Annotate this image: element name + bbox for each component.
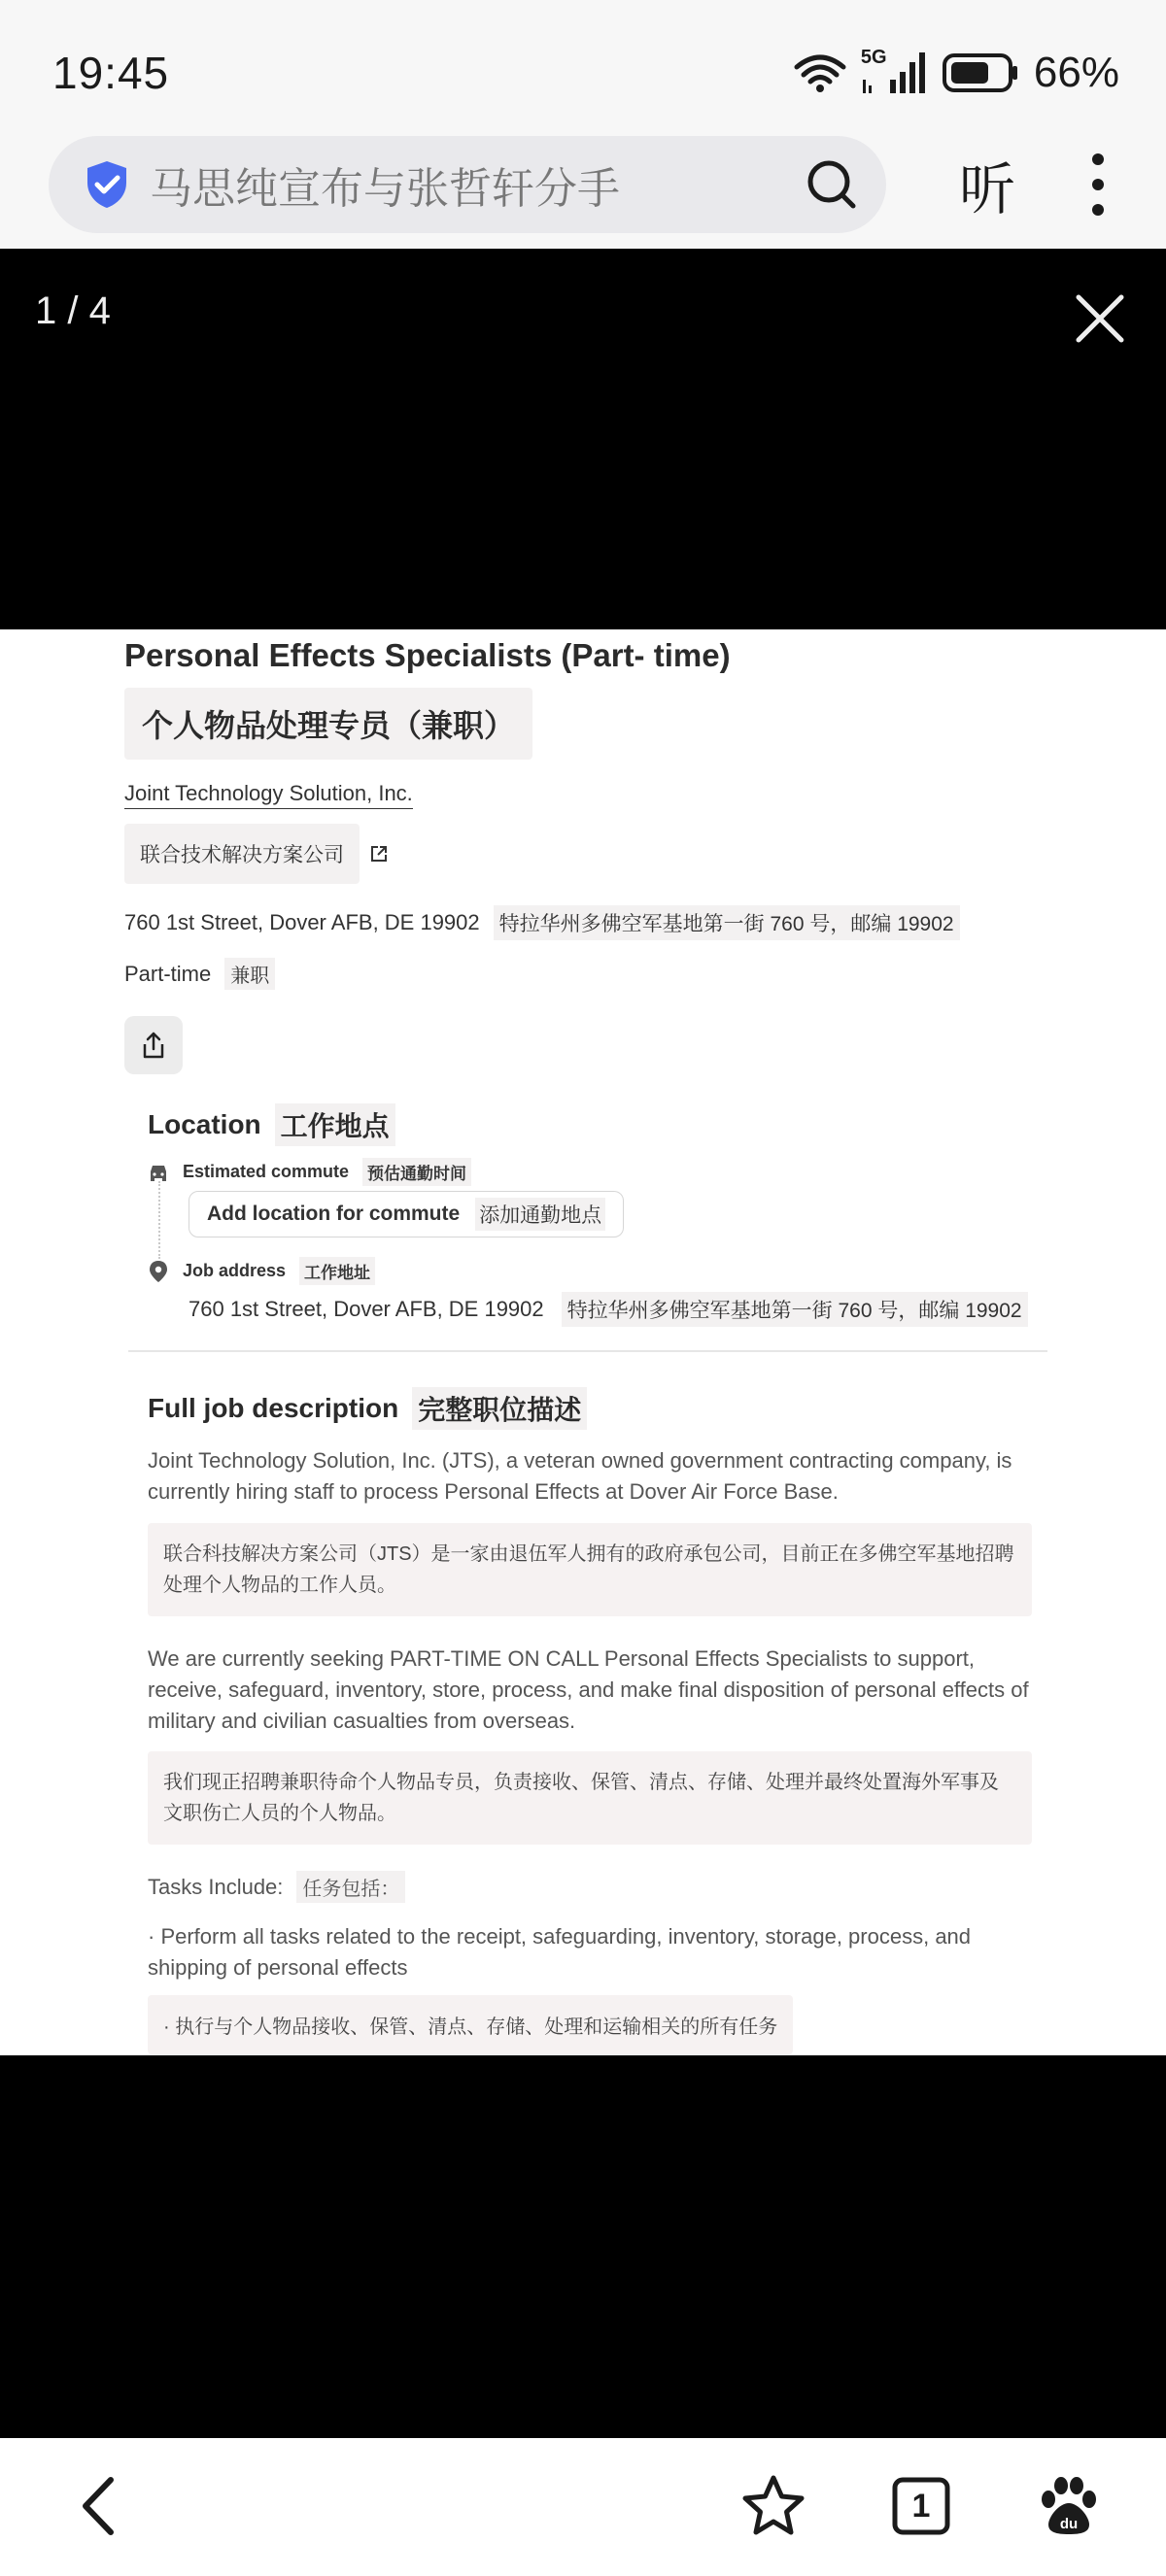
status-time: 19:45 — [52, 48, 170, 98]
back-button[interactable] — [62, 2467, 140, 2545]
battery-percent: 66% — [1033, 49, 1119, 96]
job-address-row — [189, 1292, 1028, 1327]
commute-label-translation: 预估通勤时间 — [362, 1158, 471, 1186]
more-vertical-icon — [1069, 146, 1127, 223]
description-title: Full job description — [148, 1393, 399, 1423]
close-viewer-button[interactable] — [1069, 288, 1131, 350]
chevron-left-icon — [72, 2472, 130, 2540]
location-title: Location — [148, 1109, 261, 1139]
signal-5g-icon — [860, 47, 929, 95]
commute-row — [148, 1158, 471, 1186]
add-commute-label: Add location for commute — [207, 1203, 461, 1225]
star-icon — [739, 2472, 807, 2540]
add-commute-translation: 添加通勤地点 — [475, 1198, 605, 1231]
share-button — [124, 1016, 183, 1074]
tabs-button[interactable] — [882, 2467, 960, 2545]
network-type: 5G — [860, 47, 887, 68]
section-divider — [128, 1350, 1047, 1352]
baidu-home-button[interactable] — [1030, 2467, 1108, 2545]
share-icon — [140, 1031, 167, 1060]
car-icon — [148, 1163, 169, 1182]
bottom-nav-bar — [0, 2438, 1166, 2576]
company-translation-row — [124, 824, 389, 884]
baidu-paw-icon — [1035, 2472, 1103, 2540]
job-type-row — [124, 958, 275, 990]
tasks-label-row — [148, 1871, 405, 1903]
tasks-label-translation: 任务包括： — [296, 1871, 405, 1903]
job-address-label-translation: 工作地址 — [299, 1257, 375, 1285]
location-title-translation: 工作地点 — [275, 1103, 395, 1146]
location-pin-icon — [148, 1260, 169, 1283]
address: 760 1st Street, Dover AFB, DE 19902 — [124, 910, 480, 934]
image-counter: 1 / 4 — [35, 289, 111, 332]
job-type: Part-time — [124, 961, 212, 986]
search-icon[interactable] — [805, 157, 859, 212]
wifi-icon — [793, 51, 847, 94]
external-link-icon — [369, 844, 389, 864]
task-item: · Perform all tasks related to the receipt, safeguarding, inventory, storage, process, and shipping of personal effects — [148, 1924, 972, 1980]
more-menu-button[interactable] — [1069, 146, 1127, 223]
timeline-connector — [158, 1181, 160, 1259]
job-address: 760 1st Street, Dover AFB, DE 19902 — [189, 1297, 544, 1321]
battery-icon — [943, 53, 1020, 92]
bookmark-button[interactable] — [735, 2467, 812, 2545]
job-title-translation: 个人物品处理专员（兼职） — [124, 688, 532, 760]
close-icon — [1069, 288, 1131, 350]
commute-label: Estimated commute — [183, 1162, 350, 1181]
search-bar[interactable] — [49, 136, 886, 233]
job-type-translation: 兼职 — [224, 958, 275, 990]
job-address-label-row — [148, 1257, 375, 1285]
shield-check-icon — [84, 159, 130, 210]
svg-text:du: du — [1059, 2516, 1079, 2532]
description-paragraph-1-translation: 联合科技解决方案公司（JTS）是一家由退伍军人拥有的政府承包公司，目前正在多佛空军基地招聘处理个人物品的工作人员。 — [148, 1523, 1032, 1616]
job-address-translation: 特拉华州多佛空军基地第一街 760 号，邮编 19902 — [562, 1292, 1028, 1327]
description-paragraph-2: We are currently seeking PART-TIME ON CALL Personal Effects Specialists to support, receive, safeguard, inventory, store, process, and make final disposition of personal effects of military and civilian casualties from overseas. — [148, 1646, 1029, 1733]
tasks-label: Tasks Include: — [148, 1874, 284, 1899]
job-address-label: Job address — [183, 1261, 287, 1280]
add-commute-button — [189, 1191, 624, 1237]
job-title: Personal Effects Specialists (Part- time) — [124, 637, 731, 673]
listen-button[interactable]: 听 — [958, 156, 1015, 222]
description-paragraph-2-translation: 我们现正招聘兼职待命个人物品专员，负责接收、保管、清点、存储、处理并最终处置海外军事及文职伤亡人员的个人物品。 — [148, 1751, 1032, 1845]
location-heading — [148, 1103, 395, 1146]
browser-top-bar — [0, 0, 1166, 249]
address-row — [124, 905, 960, 940]
status-icons — [793, 49, 1119, 97]
description-paragraph-1: Joint Technology Solution, Inc. (JTS), a veteran owned government contracting company, is currently hiring staff to process Personal Effects at Dover Air Force Base. — [148, 1448, 1012, 1504]
company-link: Joint Technology Solution, Inc. — [124, 781, 413, 809]
address-translation: 特拉华州多佛空军基地第一街 760 号，邮编 19902 — [494, 905, 960, 940]
search-query[interactable]: 马思纯宣布与张哲轩分手 — [150, 165, 620, 213]
viewed-image[interactable] — [0, 629, 1166, 2055]
description-title-translation: 完整职位描述 — [412, 1387, 587, 1430]
tab-count: 1 — [911, 2487, 931, 2525]
task-item-translation: · 执行与个人物品接收、保管、清点、存储、处理和运输相关的所有任务 — [148, 1995, 793, 2054]
company-translation: 联合技术解决方案公司 — [124, 824, 360, 884]
description-heading — [148, 1387, 587, 1430]
